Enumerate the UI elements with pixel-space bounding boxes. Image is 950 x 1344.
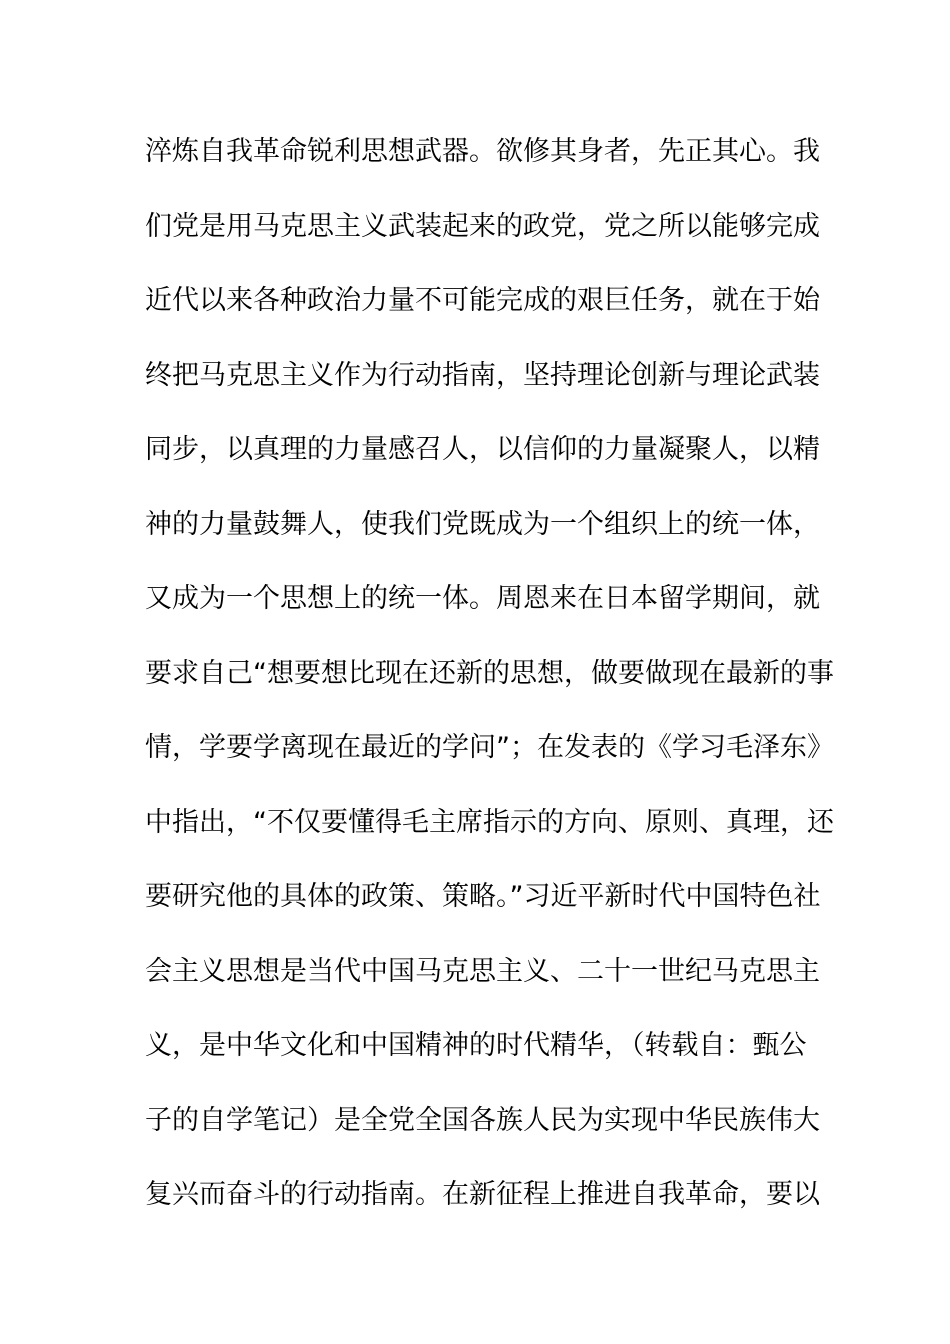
text-line: 会主义思想是当代中国马克思主义、二十一世纪马克思主	[145, 955, 820, 987]
text-line: 复兴而奋斗的行动指南。在新征程上推进自我革命，要以	[145, 1179, 820, 1210]
text-line: 神的力量鼓舞人，使我们党既成为一个组织上的统一体，	[145, 508, 820, 540]
text-line: 中指出，“不仅要懂得毛主席指示的方向、原则、真理，还	[145, 806, 834, 838]
text-line: 要研究他的具体的政策、策略。”习近平新时代中国特色社	[145, 881, 821, 912]
text-line: 终把马克思主义作为行动指南，坚持理论创新与理论武装	[145, 359, 820, 391]
text-line: 淬炼自我革命锐利思想武器。欲修其身者，先正其心。我	[145, 136, 820, 167]
text-line: 要求自己“想要想比现在还新的思想，做要做现在最新的事	[145, 657, 834, 689]
text-line: 近代以来各种政治力量不可能完成的艰巨任务，就在于始	[145, 285, 820, 316]
text-line: 又成为一个思想上的统一体。周恩来在日本留学期间，就	[145, 583, 820, 614]
text-line: 们党是用马克思主义武装起来的政党，党之所以能够完成	[145, 210, 820, 242]
text-line: 义，是中华文化和中国精神的时代精华，（转载自：甄公	[145, 1030, 807, 1061]
body-paragraph	[145, 126, 834, 1244]
text-line: 情，学要学离现在最近的学问”；在发表的《学习毛泽东》	[145, 732, 834, 763]
text-line: 同步，以真理的力量感召人，以信仰的力量凝聚人，以精	[145, 434, 820, 465]
text-line: 子的自学笔记）是全党全国各族人民为实现中华民族伟大	[145, 1104, 820, 1136]
